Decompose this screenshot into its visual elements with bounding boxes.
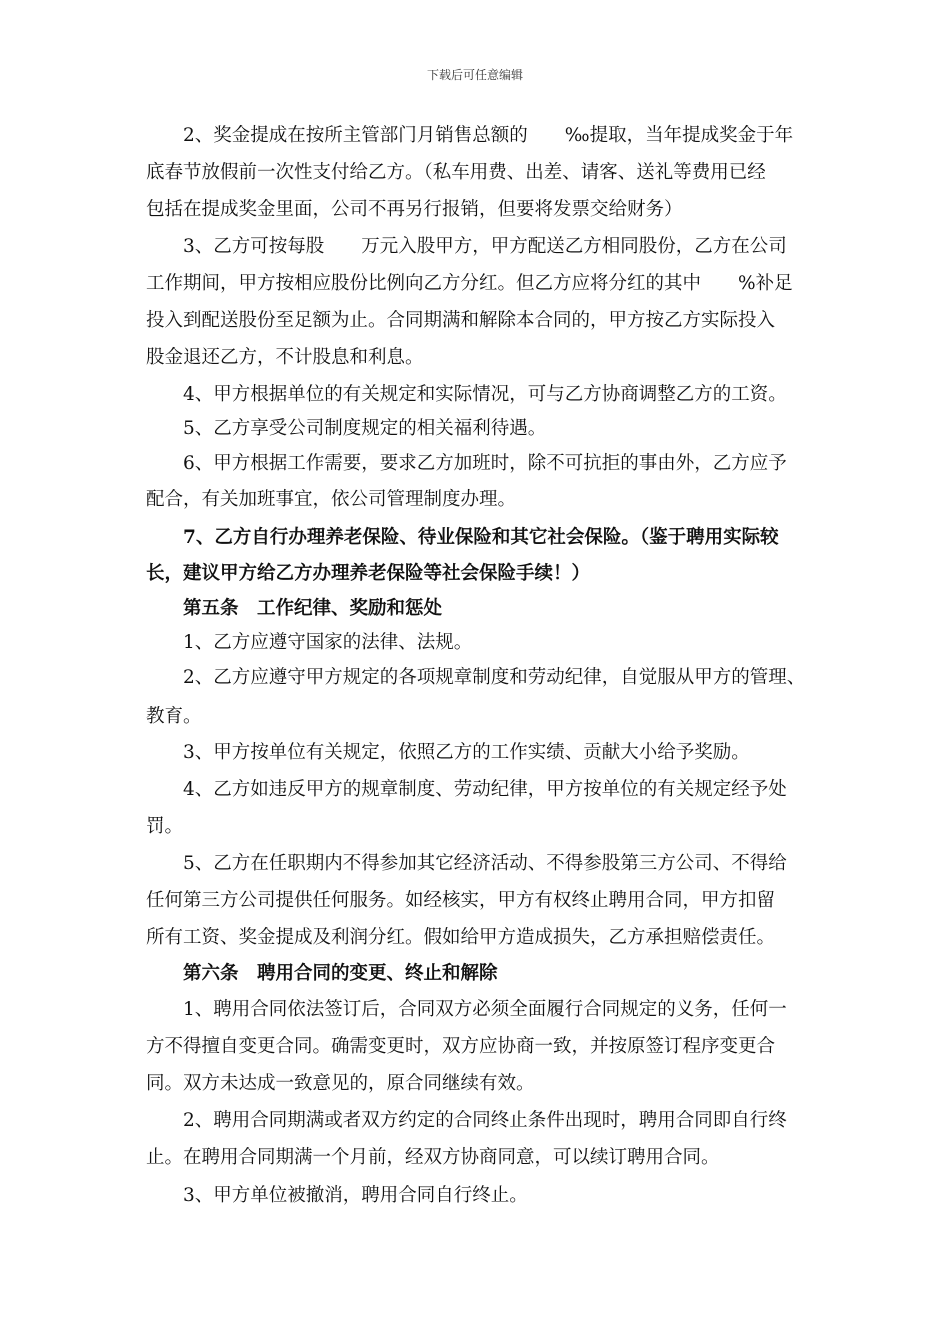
text-line: 1、乙方应遵守国家的法律、法规。 bbox=[146, 632, 473, 653]
text-line: 2、乙方应遵守甲方规定的各项规章制度和劳动纪律，自觉服从甲方的管理、 bbox=[146, 667, 806, 688]
text-line: 3、乙方可按每股 万元入股甲方，甲方配送乙方相同股份，乙方在公司 bbox=[146, 236, 787, 257]
section-heading-5: 第五条 工作纪律、奖励和惩处 bbox=[146, 598, 443, 619]
text-line: 1、聘用合同依法签订后，合同双方必须全面履行合同规定的义务，任何一 bbox=[146, 999, 787, 1020]
text-line: 所有工资、奖金提成及利润分红。假如给甲方造成损失，乙方承担赔偿责任。 bbox=[146, 927, 776, 948]
text-line: 3、甲方单位被撤消，聘用合同自行终止。 bbox=[146, 1185, 528, 1206]
text-line: 方不得擅自变更合同。确需变更时，双方应协商一致，并按原签订程序变更合 bbox=[146, 1036, 776, 1057]
text-line: 2、奖金提成在按所主管部门月销售总额的 ‰提取，当年提成奖金于年 bbox=[146, 125, 794, 146]
bold-text-line: 7、乙方自行办理养老保险、待业保险和其它社会保险。（鉴于聘用实际较 bbox=[146, 527, 779, 548]
page-header: 下载后可任意编辑 bbox=[426, 68, 523, 82]
bold-text-line: 长，建议甲方给乙方办理养老保险等社会保险手续！） bbox=[146, 563, 591, 584]
text-line: 罚。 bbox=[146, 816, 184, 837]
text-line: 包括在提成奖金里面，公司不再另行报销，但要将发票交给财务） bbox=[146, 199, 683, 220]
text-line: 配合，有关加班事宜，依公司管理制度办理。 bbox=[146, 489, 517, 510]
text-line: 止。在聘用合同期满一个月前，经双方协商同意，可以续订聘用合同。 bbox=[146, 1147, 720, 1168]
text-line: 投入到配送股份至足额为止。合同期满和解除本合同的，甲方按乙方实际投入 bbox=[146, 310, 776, 331]
text-line: 5、乙方享受公司制度规定的相关福利待遇。 bbox=[146, 418, 547, 439]
text-line: 同。双方未达成一致意见的，原合同继续有效。 bbox=[146, 1073, 535, 1094]
text-line: 5、乙方在任职期内不得参加其它经济活动、不得参股第三方公司、不得给 bbox=[146, 853, 787, 874]
text-line: 工作期间，甲方按相应股份比例向乙方分红。但乙方应将分红的其中 %补足 bbox=[146, 273, 793, 294]
text-line: 4、甲方根据单位的有关规定和实际情况，可与乙方协商调整乙方的工资。 bbox=[146, 384, 787, 405]
text-line: 教育。 bbox=[146, 706, 202, 727]
text-line: 4、乙方如违反甲方的规章制度、劳动纪律，甲方按单位的有关规定经予处 bbox=[146, 779, 787, 800]
text-line: 底春节放假前一次性支付给乙方。（私车用费、出差、请客、送礼等费用已经 bbox=[146, 162, 766, 183]
text-line: 任何第三方公司提供任何服务。如经核实，甲方有权终止聘用合同，甲方扣留 bbox=[146, 890, 776, 911]
text-line: 6、甲方根据工作需要，要求乙方加班时，除不可抗拒的事由外，乙方应予 bbox=[146, 453, 787, 474]
text-line: 2、聘用合同期满或者双方约定的合同终止条件出现时，聘用合同即自行终 bbox=[146, 1110, 787, 1131]
text-line: 3、甲方按单位有关规定，依照乙方的工作实绩、贡献大小给予奖励。 bbox=[146, 742, 750, 763]
text-line: 股金退还乙方，不计股息和利息。 bbox=[146, 347, 424, 368]
section-heading-6: 第六条 聘用合同的变更、终止和解除 bbox=[146, 963, 498, 984]
